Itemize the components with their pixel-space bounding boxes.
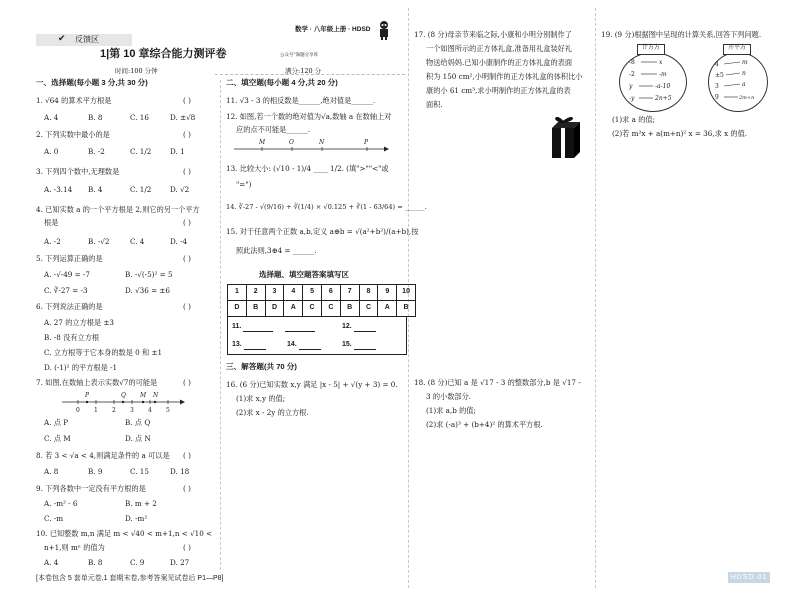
score-label: 满分:120 分 [285, 67, 322, 75]
table-cell: 3 [265, 285, 284, 301]
q19-sub2: (2)若 m²x + a(m+n)² x = 36,求 x 的值. [612, 129, 748, 138]
q7-number-line [60, 389, 185, 415]
column-divider [220, 80, 221, 570]
q5-option-d: D. √36 = ±6 [125, 286, 170, 295]
table-cell: D [265, 301, 284, 317]
q19-right-value: -a-10 [655, 83, 671, 90]
q10-option-b: B. 8 [88, 558, 103, 567]
table-cell: 1 [228, 285, 247, 301]
page-number-badge: HDSD 01 [728, 572, 770, 583]
answer-paren: ( ) [183, 218, 191, 227]
gift-box-icon [548, 114, 580, 160]
q19-left-value: 4 [715, 61, 719, 68]
q19-left-value: y [629, 83, 633, 90]
q4-option-c: C. 4 [130, 237, 145, 246]
q19-right-value: -m [659, 71, 667, 78]
q19-left-value: -2 [629, 71, 635, 78]
q18-line: 18. (8 分)已知 a 是 √17 - 3 的整数部分,b 是 √17 - [414, 378, 581, 387]
q13-stem: 13. 比较大小: (√10 - 1)/4 ____ 1/2. (填">""<"或 [226, 164, 389, 173]
q12-stem: 12. 如图,若一个数的绝对值为√a,数轴 a 在数轴上对 [226, 112, 392, 121]
q6-option-b: B. -8 没有立方根 [44, 333, 100, 342]
q19-left-value: 9 [715, 94, 719, 101]
q4-option-d: D. -4 [170, 237, 188, 246]
q3-option-d: D. √2 [170, 185, 190, 194]
q19-left-value: -8 [629, 59, 635, 66]
q13-stem-cont: "=") [236, 180, 252, 189]
q1-stem: 1. √64 的算术平方根是 [36, 96, 112, 105]
q6-option-d: D. (-1)² 的平方根是 -1 [44, 363, 118, 372]
q17-line: 17. (8 分)母亲节来临之际,小康和小明分别制作了 [414, 30, 572, 39]
table-cell: 8 [359, 285, 378, 301]
table-cell: 10 [397, 285, 416, 301]
answer-paren: ( ) [183, 543, 191, 552]
q12-point-label: P [364, 139, 369, 146]
q10-option-c: C. 9 [130, 558, 145, 567]
q7-option-d: D. 点 N [125, 434, 151, 443]
q5-option-c: C. ∛-27 = -3 [44, 286, 88, 295]
table-cell: B [340, 301, 359, 317]
q7-tick-label: 0 [76, 407, 80, 414]
q7-point-label: Q [121, 392, 126, 399]
table-cell: C [359, 301, 378, 317]
q19-sub1: (1)求 a 的值; [612, 115, 656, 124]
q12-point-label: O [289, 139, 294, 146]
q2-option-c: C. 1/2 [130, 147, 152, 156]
answer-paren: ( ) [183, 130, 191, 139]
q15-stem: 15. 对于任意两个正数 a,b,定义 a⊕b = √(a²+b²)/(a+b),按 [226, 227, 419, 236]
q7-option-a: A. 点 P [44, 418, 69, 427]
section2-title: 二、填空题(每小题 4 分,共 20 分) [226, 78, 338, 87]
q19-box-label: 计方方 [637, 44, 665, 55]
fill-answer-11: 11. [232, 323, 315, 332]
q5-option-a: A. -√-49 = -7 [44, 270, 90, 279]
fill-answer-15: 15. [342, 341, 376, 350]
column-divider [595, 8, 596, 588]
table-cell: C [303, 301, 322, 317]
answer-paren: ( ) [183, 451, 191, 460]
q19-right-value: 2n+5 [655, 95, 672, 102]
table-cell: C [321, 301, 340, 317]
q19-line: 19. (9 分)根据图中呈现的计算关系,回答下列问题. [601, 30, 762, 39]
section1-title: 一、选择题(每小题 3 分,共 30 分) [36, 78, 148, 87]
q14-stem: 14. ∛-27 - √(9/16) + ∛(1/4) × √0.125 + ∛(1 - 63/64) = ______. [226, 203, 427, 211]
wechat-label: 公众号"淘题分享库 [280, 53, 319, 58]
answer-table-title: 选择题、填空题答案填写区 [259, 270, 349, 279]
q19-box-label: 开平方 [723, 44, 751, 55]
q7-stem: 7. 如图,在数轴上表示实数√7的可能是 [36, 378, 158, 387]
q7-tick-label: 5 [166, 407, 170, 414]
q7-tick-label: 4 [148, 407, 152, 414]
q4-option-a: A. -2 [44, 237, 61, 246]
check-icon: ✔ [58, 34, 66, 44]
q3-option-c: C. 1/2 [130, 185, 152, 194]
q16-sub2: (2)求 x - 2y 的立方根. [236, 408, 309, 417]
q16-stem: 16. (6 分)已知实数 x,y 满足 |x - 5| + √(y + 3) = 0. [226, 380, 398, 389]
answer-paren: ( ) [183, 302, 191, 311]
table-cell: 2 [246, 285, 265, 301]
q8-option-d: D. 18 [170, 467, 190, 476]
q8-stem: 8. 若 3 < √a < 4,则满足条件的 a 可以是 [36, 451, 170, 460]
q7-point-label: M [140, 392, 147, 399]
table-cell: B [397, 301, 416, 317]
fill-answer-13: 13. [232, 341, 266, 350]
q19-left-value: -y [629, 95, 635, 102]
q19-right-value: 2m+n [739, 95, 755, 101]
time-label: 时间:100 分钟 [115, 67, 158, 75]
q11-stem: 11. √3 - 3 的相反数是______,绝对值是______. [226, 96, 376, 105]
q10-option-d: D. 27 [170, 558, 190, 567]
table-cell: B [246, 301, 265, 317]
fill-answer-12: 12. [342, 323, 376, 332]
answer-paren: ( ) [183, 378, 191, 387]
q9-option-c: C. -m [44, 514, 64, 523]
table-cell: A [284, 301, 303, 317]
q18-sub2: (2)求 (-a)³ + (b+4)² 的算术平方根. [426, 420, 543, 429]
q4-option-b: B. -√2 [88, 237, 110, 246]
q9-option-d: D. -m² [125, 514, 148, 523]
q7-tick-label: 1 [94, 407, 98, 414]
q2-stem: 2. 下列实数中最小的是 [36, 130, 110, 139]
table-cell: 9 [378, 285, 397, 301]
q1-option-a: A. 4 [44, 113, 59, 122]
q10-option-a: A. 4 [44, 558, 59, 567]
q3-option-a: A. -3.14 [44, 185, 73, 194]
q5-option-b: B. -√(-5)² = 5 [125, 270, 173, 279]
q8-option-a: A. 8 [44, 467, 59, 476]
q5-stem: 5. 下列运算正确的是 [36, 254, 103, 263]
q6-option-c: C. 立方根等于它本身的数是 0 和 ±1 [44, 348, 163, 357]
answer-table-answer-row [228, 301, 416, 317]
q7-point-label: P [85, 392, 90, 399]
page-title: 1|第 10 章综合能力测评卷 [100, 48, 227, 60]
q4-stem-cont: 根是 [44, 218, 59, 227]
q12-point-label: N [319, 139, 325, 146]
q7-tick-label: 2 [112, 407, 116, 414]
q19-left-value: 3 [715, 83, 719, 90]
answer-table-header-row [228, 285, 416, 301]
q12-point-label: M [259, 139, 266, 146]
q19-right-value: a [742, 81, 746, 88]
q17-line: 物送给妈妈.已知小康制作的正方体礼盒的表面 [426, 58, 573, 67]
subject-header: 数学 · 八年级上册 · HDSD [295, 26, 371, 33]
q1-option-b: B. 8 [88, 113, 103, 122]
q6-option-a: A. 27 的立方根是 ±3 [44, 318, 115, 327]
q9-option-b: B. m + 2 [125, 499, 157, 508]
q12-stem-cont: 应的点不可能是______. [236, 125, 311, 134]
q19-right-value: m [742, 59, 748, 66]
q4-stem: 4. 已知实数 a 的一个平方根是 2,则它的另一个平方 [36, 205, 200, 214]
q2-option-b: B. -2 [88, 147, 105, 156]
q15-stem-cont: 照此法则,3⊕4 = ______. [236, 246, 317, 255]
q17-line: 面积. [426, 100, 443, 109]
q7-tick-label: 3 [130, 407, 134, 414]
q19-right-value: x [659, 59, 663, 66]
answer-paren: ( ) [183, 254, 191, 263]
section3-title: 三、解答题(共 70 分) [226, 362, 297, 371]
q7-option-c: C. 点 M [44, 434, 71, 443]
answer-paren: ( ) [183, 167, 191, 176]
answer-paren: ( ) [183, 96, 191, 105]
q8-option-c: C. 15 [130, 467, 149, 476]
q1-option-c: C. 16 [130, 113, 149, 122]
q17-line: 一个如图所示的正方体礼盒,准备用礼盒装好礼 [426, 44, 573, 53]
q3-option-b: B. 4 [88, 185, 103, 194]
table-cell: 6 [321, 285, 340, 301]
footer-note: [本卷包含 5 套单元卷,1 套期末卷,参考答案见试卷后 P1—P8] [36, 575, 224, 582]
table-cell: A [378, 301, 397, 317]
q1-option-d: D. ±√8 [170, 113, 196, 122]
table-cell: 4 [284, 285, 303, 301]
q19-left-value: ±5 [715, 72, 724, 79]
q18-sub1: (1)求 a,b 的值; [426, 406, 476, 415]
q7-option-b: B. 点 Q [125, 418, 151, 427]
answer-table [227, 284, 416, 317]
q16-sub1: (1)求 x,y 的值; [236, 394, 286, 403]
q12-number-line [232, 136, 392, 156]
q9-stem: 9. 下列各数中一定没有平方根的是 [36, 484, 146, 493]
q19-right-diagram [712, 55, 764, 107]
q3-stem: 3. 下列四个数中,无理数是 [36, 167, 120, 176]
q19-left-diagram [623, 55, 683, 107]
q8-option-b: B. 9 [88, 467, 103, 476]
q6-stem: 6. 下列说法正确的是 [36, 302, 103, 311]
q10-stem-cont: n+1,则 mⁿ 的值为 [44, 543, 105, 552]
q19-right-value: n [742, 70, 746, 77]
q10-stem: 10. 已知整数 m,n 满足 m < √40 < m+1,n < √10 < [36, 529, 213, 538]
q9-option-a: A. -m² - 6 [44, 499, 78, 508]
answer-paren: ( ) [183, 484, 191, 493]
table-cell: 5 [303, 285, 322, 301]
q17-line: 康的小 61 cm³,求小明制作的正方体礼盒的表 [426, 86, 571, 95]
mascot-icon [378, 20, 390, 40]
q2-option-d: D. 1 [170, 147, 185, 156]
table-cell: 7 [340, 285, 359, 301]
q7-point-label: N [153, 392, 159, 399]
q18-line: 3 的小数部分. [426, 392, 472, 401]
feedback-label: 反馈区 [75, 35, 99, 44]
header-divider [215, 74, 405, 75]
q17-line: 积为 150 cm²,小明制作的正方体礼盒的体积比小 [426, 72, 583, 81]
table-cell: D [228, 301, 247, 317]
q2-option-a: A. 0 [44, 147, 59, 156]
fill-answer-14: 14. [287, 341, 321, 350]
